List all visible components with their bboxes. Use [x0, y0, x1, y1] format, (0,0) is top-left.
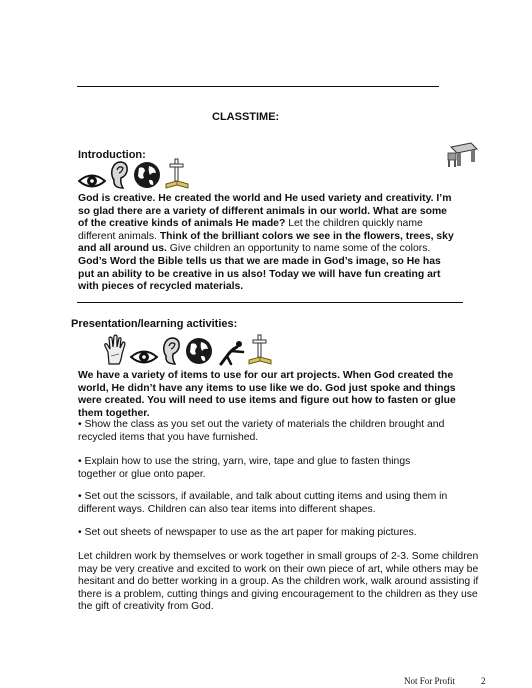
intro-text-2: Let the children quickly name different animals.	[78, 218, 423, 242]
intro-text-1: God is creative. He created the world and He used variety and creativity. I’m so glad there are a variety of different animals in our world. What are some of the creative kinds of animals He made?	[78, 193, 452, 230]
intro-text-5: God’s Word the Bible tells us that we are made in God’s image, so He has put an ability to be creative in us also! Today we will have fun creating art with pieces of recycled materials.	[78, 255, 441, 293]
desk-icon	[445, 141, 481, 169]
ear-icon	[109, 160, 129, 190]
bullet-scissors: • Set out the scissors, if available, and talk about cutting items and using them in different ways. Children can also tear items into different shapes.	[78, 491, 448, 515]
presentation-intro	[78, 370, 482, 420]
page-title: CLASSTIME:	[212, 111, 280, 123]
intro-text-3: Think of the brilliant colors we see in the flowers, trees, sky and all around us.	[78, 230, 454, 255]
bullet-show-class: • Show the class as you set out the variety of materials the children brought and recycled items that you have furnished.	[78, 419, 445, 443]
bullet-explain-fasten: • Explain how to use the string, yarn, wire, tape and glue to fasten things together or glue onto paper.	[78, 456, 411, 480]
presentation-intro-text: We have a variety of items to use for our art projects. When God created the world, He didn’t have any items to use like we do. God just spoke and things were created. You will need to use items and figure out how to fasten or glue them together.	[78, 370, 456, 419]
introduction-text	[78, 193, 456, 294]
bullet-newspaper: • Set out sheets of newspaper to use as the art paper for making pictures.	[78, 527, 417, 538]
top-rule	[77, 86, 439, 87]
footer-label: Not For Profit	[404, 676, 456, 686]
closing-paragraph: Let children work by themselves or work together in small groups of 2-3. Some children may be very creative and excited to work on their own piece of art, while others may be hesitant and do better working in a group. As the children work, walk around assisting if there is a problem, cutting things and giving encouragement to the children as they use the gift of creativity from God.	[78, 551, 479, 613]
exercise-icon	[217, 340, 245, 366]
presentation-icons	[103, 334, 272, 366]
eye-icon	[130, 348, 158, 366]
intro-text-4: Give children an opportunity to name some of the colors.	[166, 243, 431, 255]
hand-icon	[103, 334, 127, 366]
introduction-heading: Introduction:	[78, 149, 146, 161]
globe-icon	[184, 336, 214, 366]
section-rule	[77, 302, 463, 303]
globe-icon	[132, 160, 162, 190]
presentation-heading: Presentation/learning activities:	[71, 318, 238, 330]
bible-cross-icon	[248, 334, 272, 366]
eye-icon	[78, 172, 106, 190]
introduction-icons	[78, 158, 189, 190]
ear-icon	[161, 336, 181, 366]
page-number: 2	[481, 676, 486, 686]
bible-cross-icon	[165, 158, 189, 190]
